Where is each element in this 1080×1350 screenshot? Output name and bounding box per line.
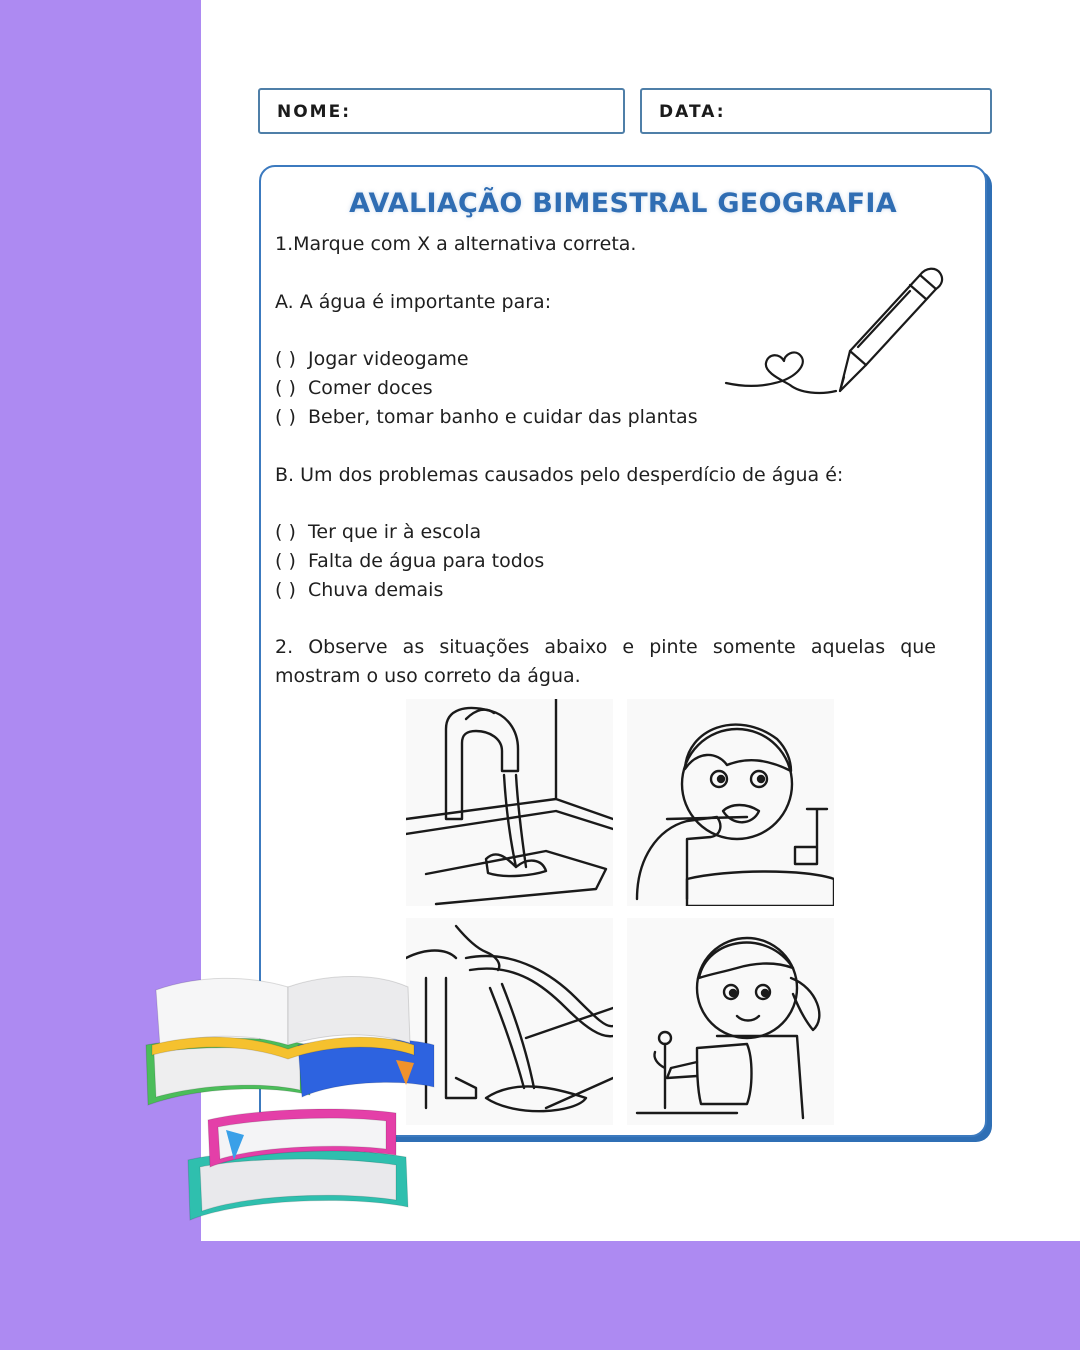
girl-watering-plant-illustration: [627, 918, 834, 1125]
pencil-heart-icon: [724, 255, 944, 405]
date-label: DATA:: [659, 102, 726, 122]
faucet-running-illustration: [406, 699, 613, 906]
checkbox-paren: ( ): [275, 348, 296, 370]
q1a-option-2[interactable]: ( ) Comer doces: [275, 377, 433, 399]
q1b-question: B. Um dos problemas causados pelo desperdício de água é:: [275, 464, 844, 486]
name-label: NOME:: [277, 102, 352, 122]
checkbox-paren: ( ): [275, 521, 296, 543]
q1b-option-1[interactable]: ( ) Ter que ir à escola: [275, 521, 482, 543]
books-stack-icon: [138, 945, 438, 1245]
q1a-option-1[interactable]: ( ) Jogar videogame: [275, 348, 469, 370]
q1b-option-3[interactable]: ( ) Chuva demais: [275, 579, 444, 601]
boy-brushing-teeth-illustration: [627, 699, 834, 906]
checkbox-paren: ( ): [275, 406, 296, 428]
checkbox-paren: ( ): [275, 579, 296, 601]
name-field[interactable]: [258, 88, 625, 134]
q1-instruction: 1.Marque com X a alternativa correta.: [275, 233, 637, 255]
q2-instruction-line-2: mostram o uso correto da água.: [275, 665, 581, 687]
q1a-question: A. A água é importante para:: [275, 291, 552, 313]
q1a-option-3[interactable]: ( ) Beber, tomar banho e cuidar das plantas: [275, 406, 698, 428]
q1b-option-2[interactable]: ( ) Falta de água para todos: [275, 550, 545, 572]
page-title: AVALIAÇÃO BIMESTRAL GEOGRAFIA: [349, 188, 897, 219]
checkbox-paren: ( ): [275, 550, 296, 572]
date-field[interactable]: [640, 88, 992, 134]
checkbox-paren: ( ): [275, 377, 296, 399]
q2-instruction-line-1: 2. Observe as situações abaixo e pinte somente aquelas que: [275, 636, 936, 658]
